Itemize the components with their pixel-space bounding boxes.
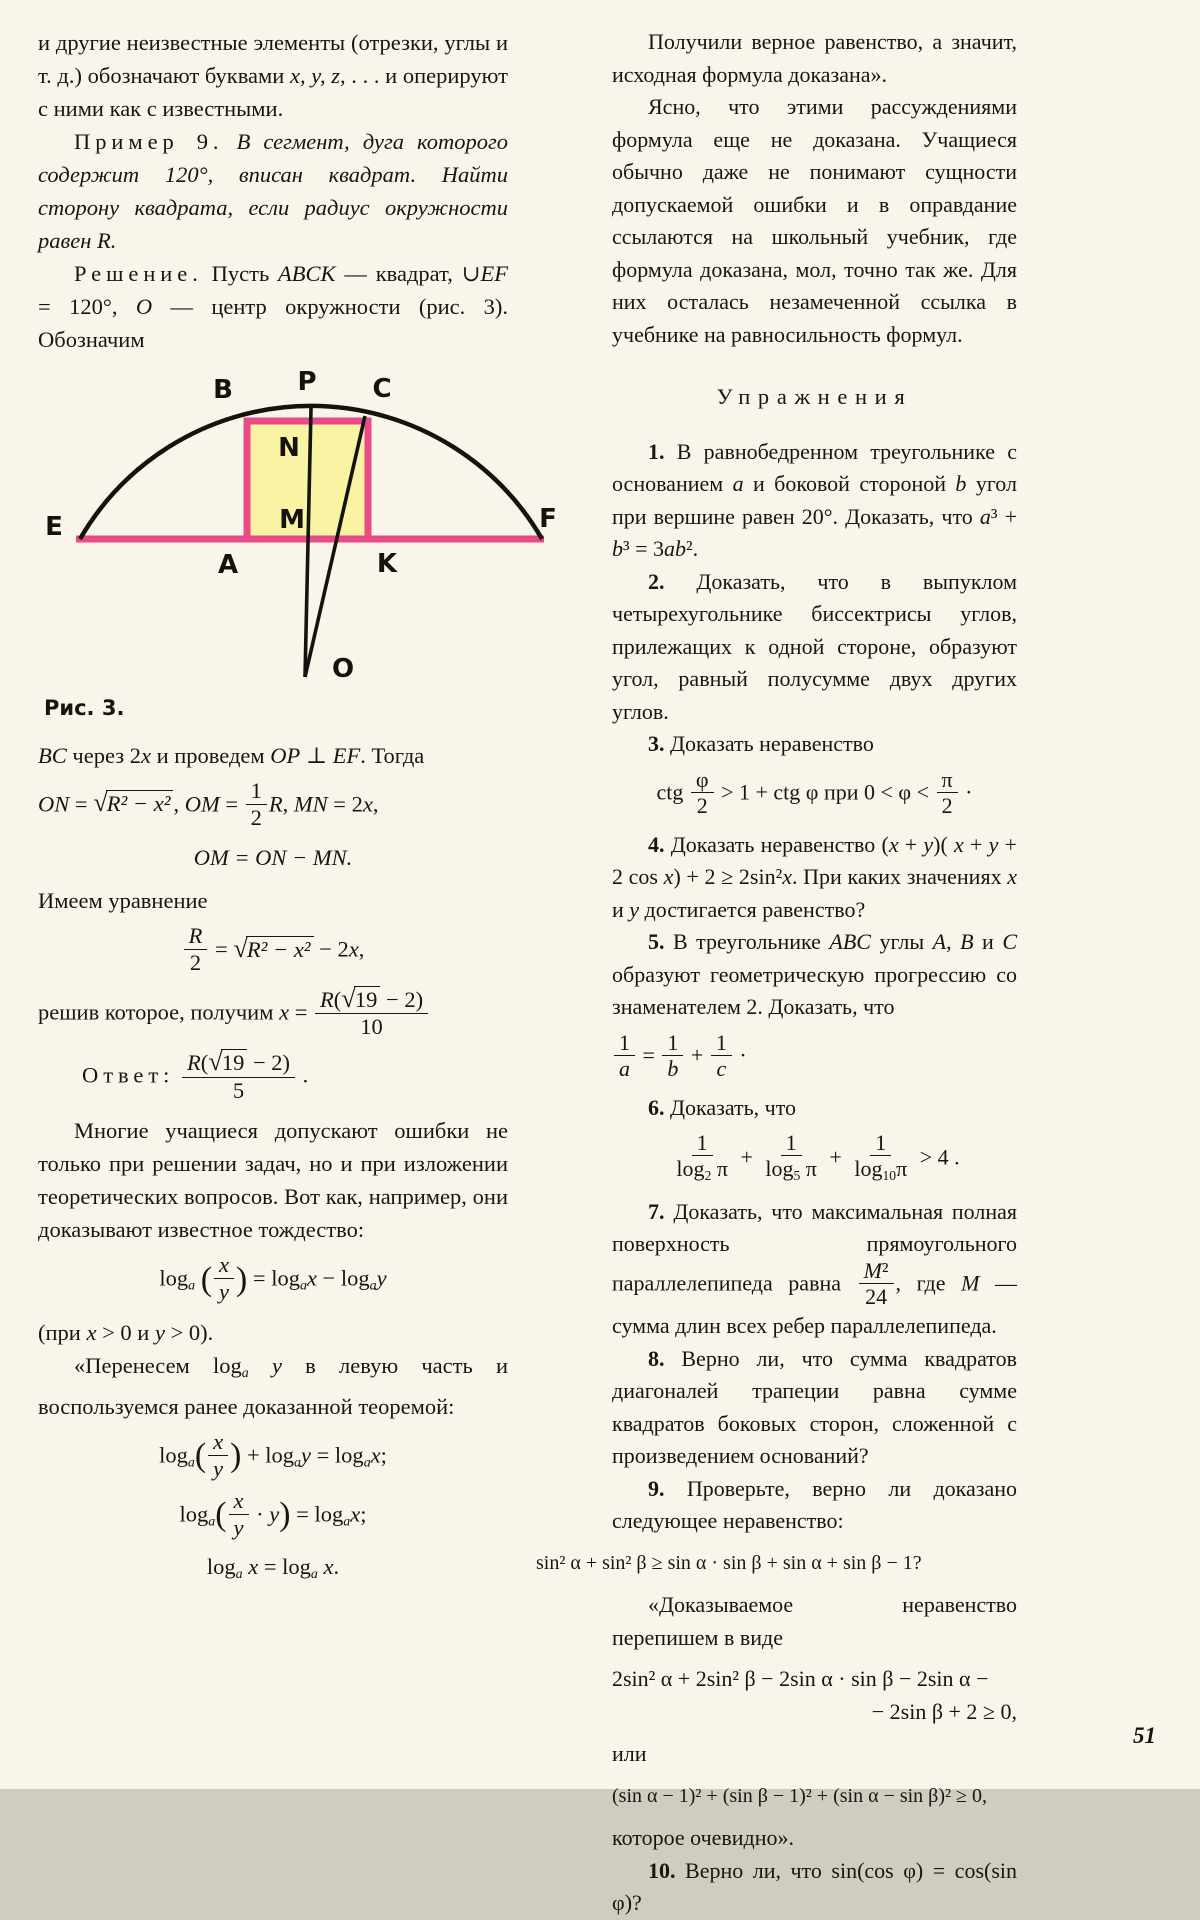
paragraph-transfer-log: «Перенесем $\log_a y$ в левую часть и воспользуемся ранее доказанной теоремой: bbox=[38, 1352, 508, 1419]
exercise-3-formula: ctg $\frac{\varphi}{2}$ > 1 + ctg φ при 0 < φ < $\frac{\pi}{2}$ · bbox=[656, 766, 973, 818]
paragraph-many-students: Многие учащиеся допускают ошибки не только при решении задач, но и при изложении теоретических вопросов. Вот как, например, они доказывают известное тождество: bbox=[38, 1118, 508, 1243]
exercise-6-formula: $\frac{1}{\log_2 \pi}$ + $\frac{1}{\log_5 \pi}$ + $\frac{1}{\log_{10}\pi}$ > 4 . bbox=[676, 1130, 960, 1184]
exercises-heading: Упражнения bbox=[716, 384, 913, 409]
formula-on-om-mn: ON = √R² − x² , OM = $\frac{1}{2}$ R, MN = 2x, bbox=[38, 778, 379, 830]
exercise-2: 2. Доказать, что в выпуклом четырехугольнике биссектрисы углов, прилежащих к одной стороне, образуют угол, равный полусумме двух других углов. bbox=[612, 568, 1017, 724]
exercise-9-rewritten-line-2: − 2sin β + 2 ≥ 0, bbox=[871, 1698, 1017, 1724]
exercise-9-or: или bbox=[612, 1741, 647, 1767]
exercise-5-formula: $\frac{1}{a}$ = $\frac{1}{b}$ + $\frac{1}{c}$ · bbox=[612, 1033, 1017, 1082]
formula-log-step-3: $\log_a x = \log_a x$. bbox=[206, 1554, 340, 1583]
exercise-9-squares-formula: (sin α − 1)² + (sin β − 1)² + (sin α − sin β)² ≥ 0, bbox=[612, 1784, 987, 1807]
paragraph-have-equation: Имеем уравнение bbox=[38, 888, 208, 914]
exercise-9: 9. Проверьте, верно ли доказано следующее неравенство: bbox=[612, 1475, 1018, 1534]
exercise-10: 10. Верно ли, что sin(cos φ) = cos(sin φ)? bbox=[612, 1857, 1018, 1916]
exercise-9-rewritten-line-1: 2sin² α + 2sin² β − 2sin α · sin β − 2sin α − bbox=[612, 1666, 989, 1692]
exercise-9-inequality: sin² α + sin² β ≥ sin α · sin β + sin α + sin β − 1? bbox=[536, 1551, 922, 1574]
label-C: C bbox=[372, 374, 392, 404]
paragraph-correct-equality: Получили верное равенство, а значит, исходная формула доказана». bbox=[612, 29, 1017, 87]
label-K: K bbox=[376, 549, 398, 579]
paragraph-not-proved: Ясно, что этими рассуждениями формула еще не доказана. Учащиеся обычно даже не понимают сущности допускаемой ошибки и в оправдание ссылаются на школьный учебник, где формула доказана, мол, точно так же. Для них осталась незамеченной ссылка в учебнике на равносильность формул. bbox=[612, 94, 1017, 347]
paragraph-unknown-elements: и другие неизвестные элементы (отрезки, углы и т. д.) обозначают буквами x, y, z, . . . и оперируют с ними как с известными. bbox=[38, 30, 508, 121]
page-number: 51 bbox=[1133, 1723, 1156, 1748]
left-column bbox=[38, 26, 557, 1592]
label-A: A bbox=[217, 550, 239, 580]
exercise-8: 8. Верно ли, что сумма квадратов диагоналей трапеции равна сумме квадратов боковых сторон, сложенной с произведением оснований? bbox=[612, 1345, 1017, 1469]
paragraph-solving: решив которое, получим x = $\frac{R(√19 - 2)}{10}$ bbox=[38, 987, 508, 1041]
label-F: F bbox=[539, 504, 557, 534]
figure-3 bbox=[38, 366, 557, 725]
formula-log-identity: $\log_a$ ( $\frac{x}{y}$ ) = $\log_ax - \log_ay$ bbox=[159, 1252, 387, 1305]
exercise-1: 1. В равнобедренном треугольнике с основанием a и боковой стороной b угол при вершине равен 20°. Доказать, что a³ + b³ = 3ab². bbox=[612, 438, 1017, 561]
formula-om-equals: OM = ON − MN. bbox=[193, 845, 353, 871]
label-N: N bbox=[278, 433, 300, 463]
exercise-4: 4. Доказать неравенство (x + y)( x + y + 2 cos x) + 2 ≥ 2sin²x. При каких значениях x и y достигается равенство? bbox=[612, 831, 1018, 922]
exercise-9-obvious: которое очевидно». bbox=[612, 1825, 795, 1851]
exercise-5: 5. В треугольнике ABC углы A, B и C образуют геометрическую прогрессию со знаменателем 2. Доказать, что bbox=[612, 929, 1017, 1020]
formula-answer: Ответ: $\frac{R(√19 - 2)}{5}$ . bbox=[82, 1045, 309, 1103]
label-P: P bbox=[297, 367, 317, 397]
paragraph-condition: (при x > 0 и y > 0). bbox=[38, 1319, 214, 1345]
exercise-3: 3. Доказать неравенство bbox=[648, 731, 874, 756]
label-O: O bbox=[331, 654, 355, 684]
exercise-9-quote-start: «Доказываемое неравенство перепишем в виде bbox=[612, 1592, 1017, 1650]
label-E: E bbox=[45, 512, 63, 542]
figure-3-diagram bbox=[30, 366, 560, 688]
formula-log-step-2: $\log_a$( $\frac{x}{y}$ · $y) = \log_ax$; bbox=[179, 1488, 367, 1540]
paragraph-denote-bc: BC через 2x и проведем OP ⊥ EF. Тогда bbox=[38, 743, 425, 768]
paragraph-solution: Решение. Пусть ABCK — квадрат, ∪EF = 120°, O — центр окружности (рис. 3). Обозначим bbox=[38, 261, 508, 352]
right-column bbox=[536, 26, 1018, 1920]
label-B: B bbox=[213, 375, 233, 405]
exercise-6: 6. Доказать, что bbox=[648, 1094, 797, 1120]
figure-caption: Рис. 3. bbox=[44, 696, 125, 720]
exercise-7: 7. Доказать, что максимальная полная поверхность прямоугольного параллелепипеда равна $\frac{\text{M²}}{24}$ , где M — сумма длин всех ребер параллелепипеда. bbox=[612, 1198, 1018, 1339]
label-M: M bbox=[279, 505, 305, 535]
formula-log-step-1: $\log_a$( $\frac{x}{y}$ ) + $\log_ay = \log_ax$; bbox=[159, 1428, 387, 1481]
paragraph-example-9: Пример 9. В сегмент, дуга которого содержит 120°, вписан квадрат. Найти сторону квадрата, если радиус окружности равен R. bbox=[38, 129, 508, 253]
formula-equation: $\frac{R}{2}$ = √R² − x² − 2x, bbox=[38, 926, 508, 976]
